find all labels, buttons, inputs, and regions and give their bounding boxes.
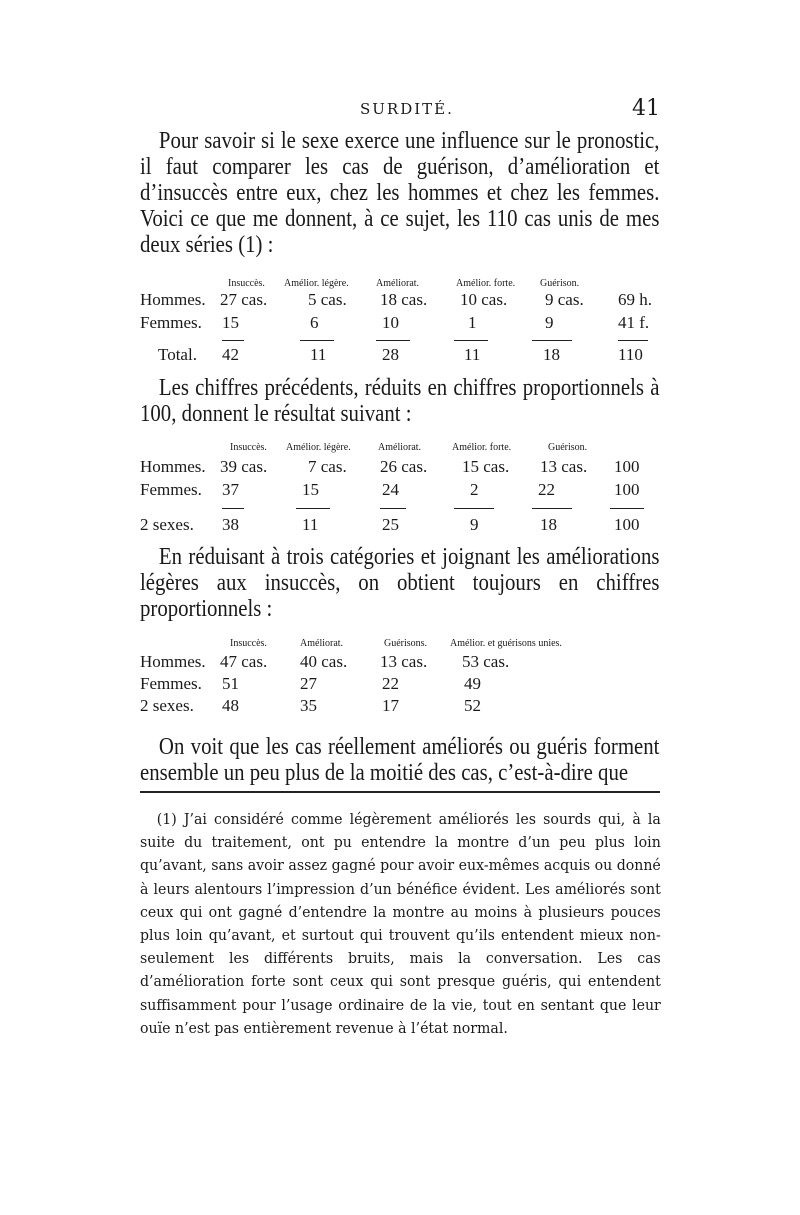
table-total-cell: 18 <box>540 515 557 534</box>
paragraph-1 <box>140 128 659 258</box>
table-1-header: Guérison. <box>540 278 580 289</box>
paragraph-3 <box>140 544 659 622</box>
table-cell: 9 cas. <box>545 290 584 309</box>
table-2-header: Guérison. <box>548 442 588 453</box>
sum-rule <box>376 340 410 341</box>
table-3-header: Guérisons. <box>384 638 428 649</box>
sum-rule <box>618 340 648 341</box>
table-3-header: Améliorat. <box>300 638 344 649</box>
sum-rule <box>454 340 488 341</box>
table-row-label: Hommes. <box>140 457 206 476</box>
table-row-label: Femmes. <box>140 313 202 332</box>
table-total-cell: 11 <box>310 345 327 364</box>
table-cell: 5 cas. <box>308 290 347 309</box>
table-cell: 49 <box>464 674 481 693</box>
table-2-header: Améliorat. <box>378 442 422 453</box>
paragraph-4 <box>140 734 659 786</box>
table-cell: 1 <box>468 313 477 332</box>
page-number: 41 <box>632 96 660 121</box>
table-cell: 13 cas. <box>380 652 428 671</box>
table-cell: 27 cas. <box>220 290 268 309</box>
table-cell: 2 <box>470 480 479 499</box>
table-1-header: Insuccès. <box>228 278 265 289</box>
table-cell: 15 <box>222 313 239 332</box>
table-cell: 47 cas. <box>220 652 268 671</box>
table-row-label: Hommes. <box>140 652 206 671</box>
table-total-cell: 25 <box>382 515 399 534</box>
table-cell: 27 <box>300 674 317 693</box>
paragraph-3-text: En réduisant à trois catégories et joignant les améliorations légères aux insuccès, on obtient toujours en chiffres proportionnels : <box>140 543 660 622</box>
table-cell: 15 <box>302 480 319 499</box>
table-2-header: Insuccès. <box>230 442 267 453</box>
table-3-header: Amélior. et guérisons unies. <box>450 638 562 649</box>
table-cell: 69 h. <box>618 290 652 309</box>
table-cell: 40 cas. <box>300 652 348 671</box>
table-total-cell: 11 <box>464 345 481 364</box>
paragraph-4-text: On voit que les cas réellement améliorés ou guéris forment ensemble un peu plus de la moitié des cas, c’est-à-dire que <box>140 733 660 786</box>
table-cell: 41 f. <box>618 313 650 332</box>
footnote <box>140 808 661 1040</box>
table-total-cell: 110 <box>618 345 643 364</box>
table-cell: 17 <box>382 696 399 715</box>
table-cell: 35 <box>300 696 317 715</box>
table-cell: 13 cas. <box>540 457 588 476</box>
table-total-label: Total. <box>158 345 197 364</box>
table-total-cell: 11 <box>302 515 319 534</box>
table-cell: 52 <box>464 696 481 715</box>
table-total-label: 2 sexes. <box>140 515 194 534</box>
table-row-label: Femmes. <box>140 480 202 499</box>
table-2-header: Amélior. forte. <box>452 442 512 453</box>
table-3-header: Insuccès. <box>230 638 267 649</box>
table-row-label: Femmes. <box>140 674 202 693</box>
table-cell: 10 <box>382 313 399 332</box>
sum-rule <box>222 508 244 509</box>
paragraph-1-text: Pour savoir si le sexe exerce une influence sur le pronostic, il faut comparer les cas de guérison, d’amélioration et d’insuccès entre eux, chez les hommes et chez les femmes. Voici ce que me donnent, à ce sujet, les 110 cas unis de mes deux séries (1) : <box>140 127 660 258</box>
running-title: SURDITÉ. <box>360 100 454 118</box>
table-total-cell: 100 <box>614 515 640 534</box>
table-row-label: Hommes. <box>140 290 206 309</box>
paragraph-2 <box>140 375 659 427</box>
table-cell: 53 cas. <box>462 652 510 671</box>
footnote-text: (1) J’ai considéré comme légèrement améliorés les sourds qui, à la suite du traitement, ont pu entendre la montre d’un peu plus loin qu’avant, sans avoir assez gagné pour avoir eux-mêmes acquis ou donné à leurs alentours l’impression d’un bénéfice évident. Les améliorés sont ceux qui ont gagné d’entendre la montre au moins à plusieurs pouces plus loin qu’avant, et surtout qui trouvent qu’ils entendent mieux non-seulement les différents bruits, mais la conversation. Les cas d’amélioration forte sont ceux qui sont presque guéris, qui entendent suffisamment pour l’usage ordinaire de la vie, tout en sentant que leur ouïe n’est pas entièrement revenue à l’état normal. <box>140 810 661 1037</box>
table-cell: 24 <box>382 480 399 499</box>
table-cell: 7 cas. <box>308 457 347 476</box>
sum-rule <box>296 508 330 509</box>
table-2-header: Amélior. légère. <box>286 442 351 453</box>
table-cell: 51 <box>222 674 239 693</box>
sum-rule <box>610 508 644 509</box>
table-cell: 48 <box>222 696 239 715</box>
page-header <box>140 96 660 126</box>
sum-rule <box>532 508 572 509</box>
table-total-cell: 38 <box>222 515 239 534</box>
table-cell: 6 <box>310 313 319 332</box>
table-1-header: Amélior. légère. <box>284 278 349 289</box>
table-cell: 37 <box>222 480 239 499</box>
sum-rule <box>532 340 572 341</box>
sum-rule <box>222 340 244 341</box>
table-cell: 100 <box>614 480 640 499</box>
table-row-label: 2 sexes. <box>140 696 194 715</box>
table-total-cell: 28 <box>382 345 399 364</box>
table-cell: 26 cas. <box>380 457 428 476</box>
table-cell: 18 cas. <box>380 290 428 309</box>
table-1-header: Améliorat. <box>376 278 420 289</box>
table-total-cell: 9 <box>470 515 479 534</box>
table-1-header: Amélior. forte. <box>456 278 516 289</box>
sum-rule <box>454 508 494 509</box>
footnote-divider <box>140 791 660 793</box>
table-cell: 39 cas. <box>220 457 268 476</box>
sum-rule <box>300 340 334 341</box>
table-cell: 9 <box>545 313 554 332</box>
table-total-cell: 42 <box>222 345 239 364</box>
table-total-cell: 18 <box>543 345 560 364</box>
table-cell: 15 cas. <box>462 457 510 476</box>
table-cell: 22 <box>538 480 555 499</box>
table-cell: 22 <box>382 674 399 693</box>
paragraph-2-text: Les chiffres précédents, réduits en chiffres proportionnels à 100, donnent le résultat suivant : <box>140 374 660 427</box>
sum-rule <box>380 508 406 509</box>
table-cell: 10 cas. <box>460 290 508 309</box>
table-cell: 100 <box>614 457 640 476</box>
